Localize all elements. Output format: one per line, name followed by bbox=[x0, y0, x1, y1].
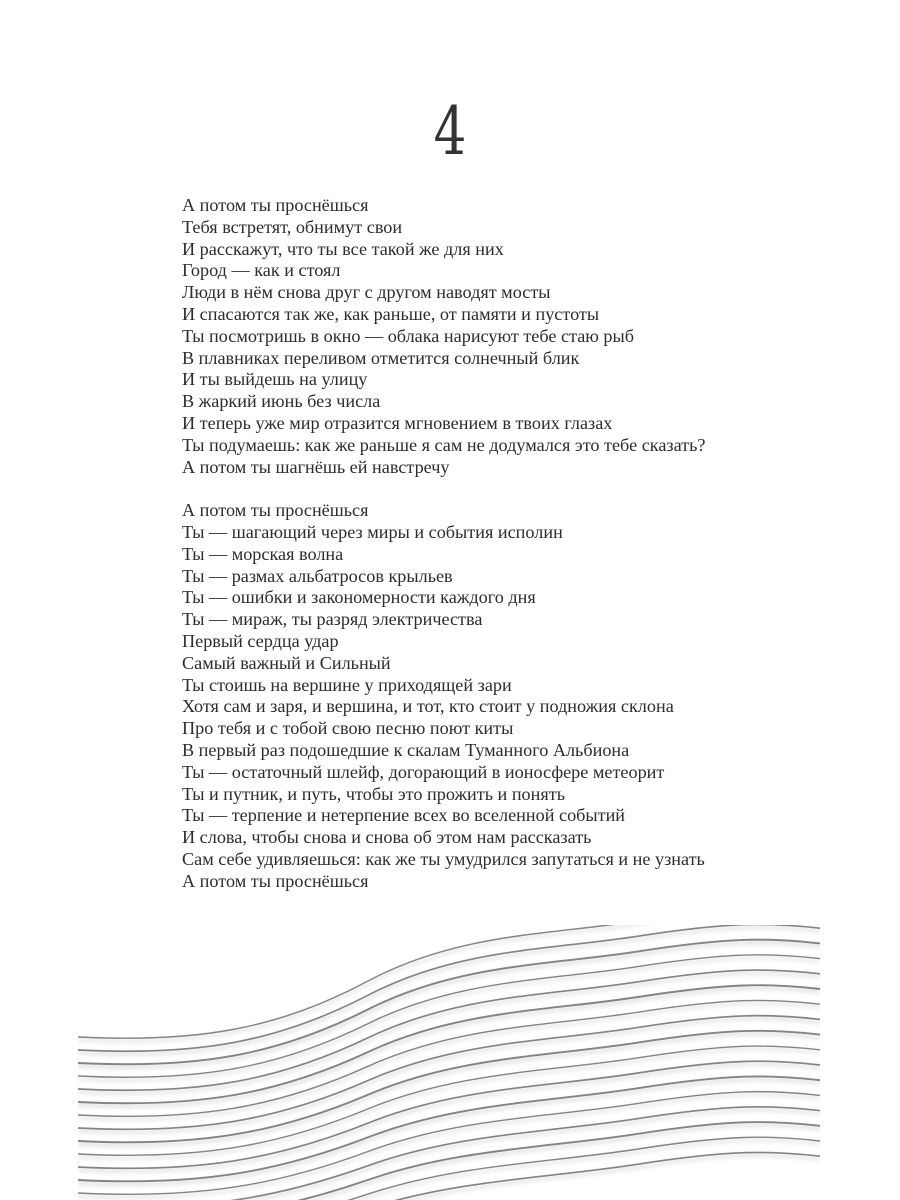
poem-line: В первый раз подошедшие к скалам Туманного Альбиона bbox=[182, 739, 630, 760]
poem-line: Ты — морская волна bbox=[182, 543, 344, 564]
poem-stanza-1 bbox=[182, 195, 822, 478]
poem bbox=[182, 195, 822, 893]
poem-line: А потом ты шагнёшь ей навстречу bbox=[182, 456, 450, 477]
poem-line: Ты и путник, и путь, чтобы это прожить и понять bbox=[182, 783, 565, 804]
poem-line: И теперь уже мир отразится мгновением в твоих глазах bbox=[182, 412, 613, 433]
poem-line: И спасаются так же, как раньше, от памяти и пустоты bbox=[182, 303, 600, 324]
poem-line: И ты выйдешь на улицу bbox=[182, 369, 368, 390]
poem-line: Ты подумаешь: как же раньше я сам не додумался это тебе сказать? bbox=[182, 434, 706, 455]
poem-line: Хотя сам и заря, и вершина, и тот, кто стоит у подножия склона bbox=[182, 696, 674, 717]
poem-line: Город — как и стоял bbox=[182, 260, 341, 281]
poem-line: А потом ты проснёшься bbox=[182, 870, 369, 891]
poem-line: Тебя встретят, обнимут свои bbox=[182, 216, 403, 237]
poem-line: А потом ты проснёшься bbox=[182, 500, 369, 521]
poem-line: И расскажут, что ты все такой же для них bbox=[182, 238, 504, 259]
poem-stanza-2 bbox=[182, 500, 822, 892]
poem-line: А потом ты проснёшься bbox=[182, 195, 369, 215]
poem-line: Люди в нём снова друг с другом наводят мосты bbox=[182, 282, 551, 303]
poem-line: Ты — шагающий через миры и события исполин bbox=[182, 521, 563, 542]
wave-line bbox=[78, 1137, 820, 1200]
poem-line: Ты — ошибки и закономерности каждого дня bbox=[182, 587, 536, 608]
poem-line: Первый сердца удар bbox=[182, 630, 339, 651]
wave-line bbox=[78, 940, 820, 1065]
poem-line: Ты — мираж, ты разряд электричества bbox=[182, 609, 483, 630]
poem-line: Ты стоишь на вершине у приходящей зари bbox=[182, 674, 512, 695]
poem-line: Ты — остаточный шлейф, догорающий в ионосфере метеорит bbox=[182, 761, 665, 782]
poem-line: В плавниках переливом отметится солнечный блик bbox=[182, 347, 580, 368]
poem-line: Ты — терпение и нетерпение всех во вселенной событий bbox=[182, 805, 626, 826]
poem-line: В жаркий июнь без числа bbox=[182, 391, 381, 412]
poem-line: Сам себе удивляешься: как же ты умудрился запутаться и не узнать bbox=[182, 848, 705, 869]
poem-line: Про тебя и с тобой свою песню поют киты bbox=[182, 718, 514, 739]
poem-line: Ты посмотришь в окно — облака нарисуют тебе стаю рыб bbox=[182, 325, 634, 346]
wave-lines-ornament-icon bbox=[78, 925, 820, 1200]
poem-line: И слова, чтобы снова и снова об этом нам рассказать bbox=[182, 827, 592, 848]
chapter-number: 4 bbox=[433, 93, 467, 170]
poem-line: Ты — размах альбатросов крыльев bbox=[182, 565, 453, 586]
wave-ornament-graphic bbox=[78, 925, 820, 1200]
poem-line: Самый важный и Сильный bbox=[182, 652, 391, 673]
